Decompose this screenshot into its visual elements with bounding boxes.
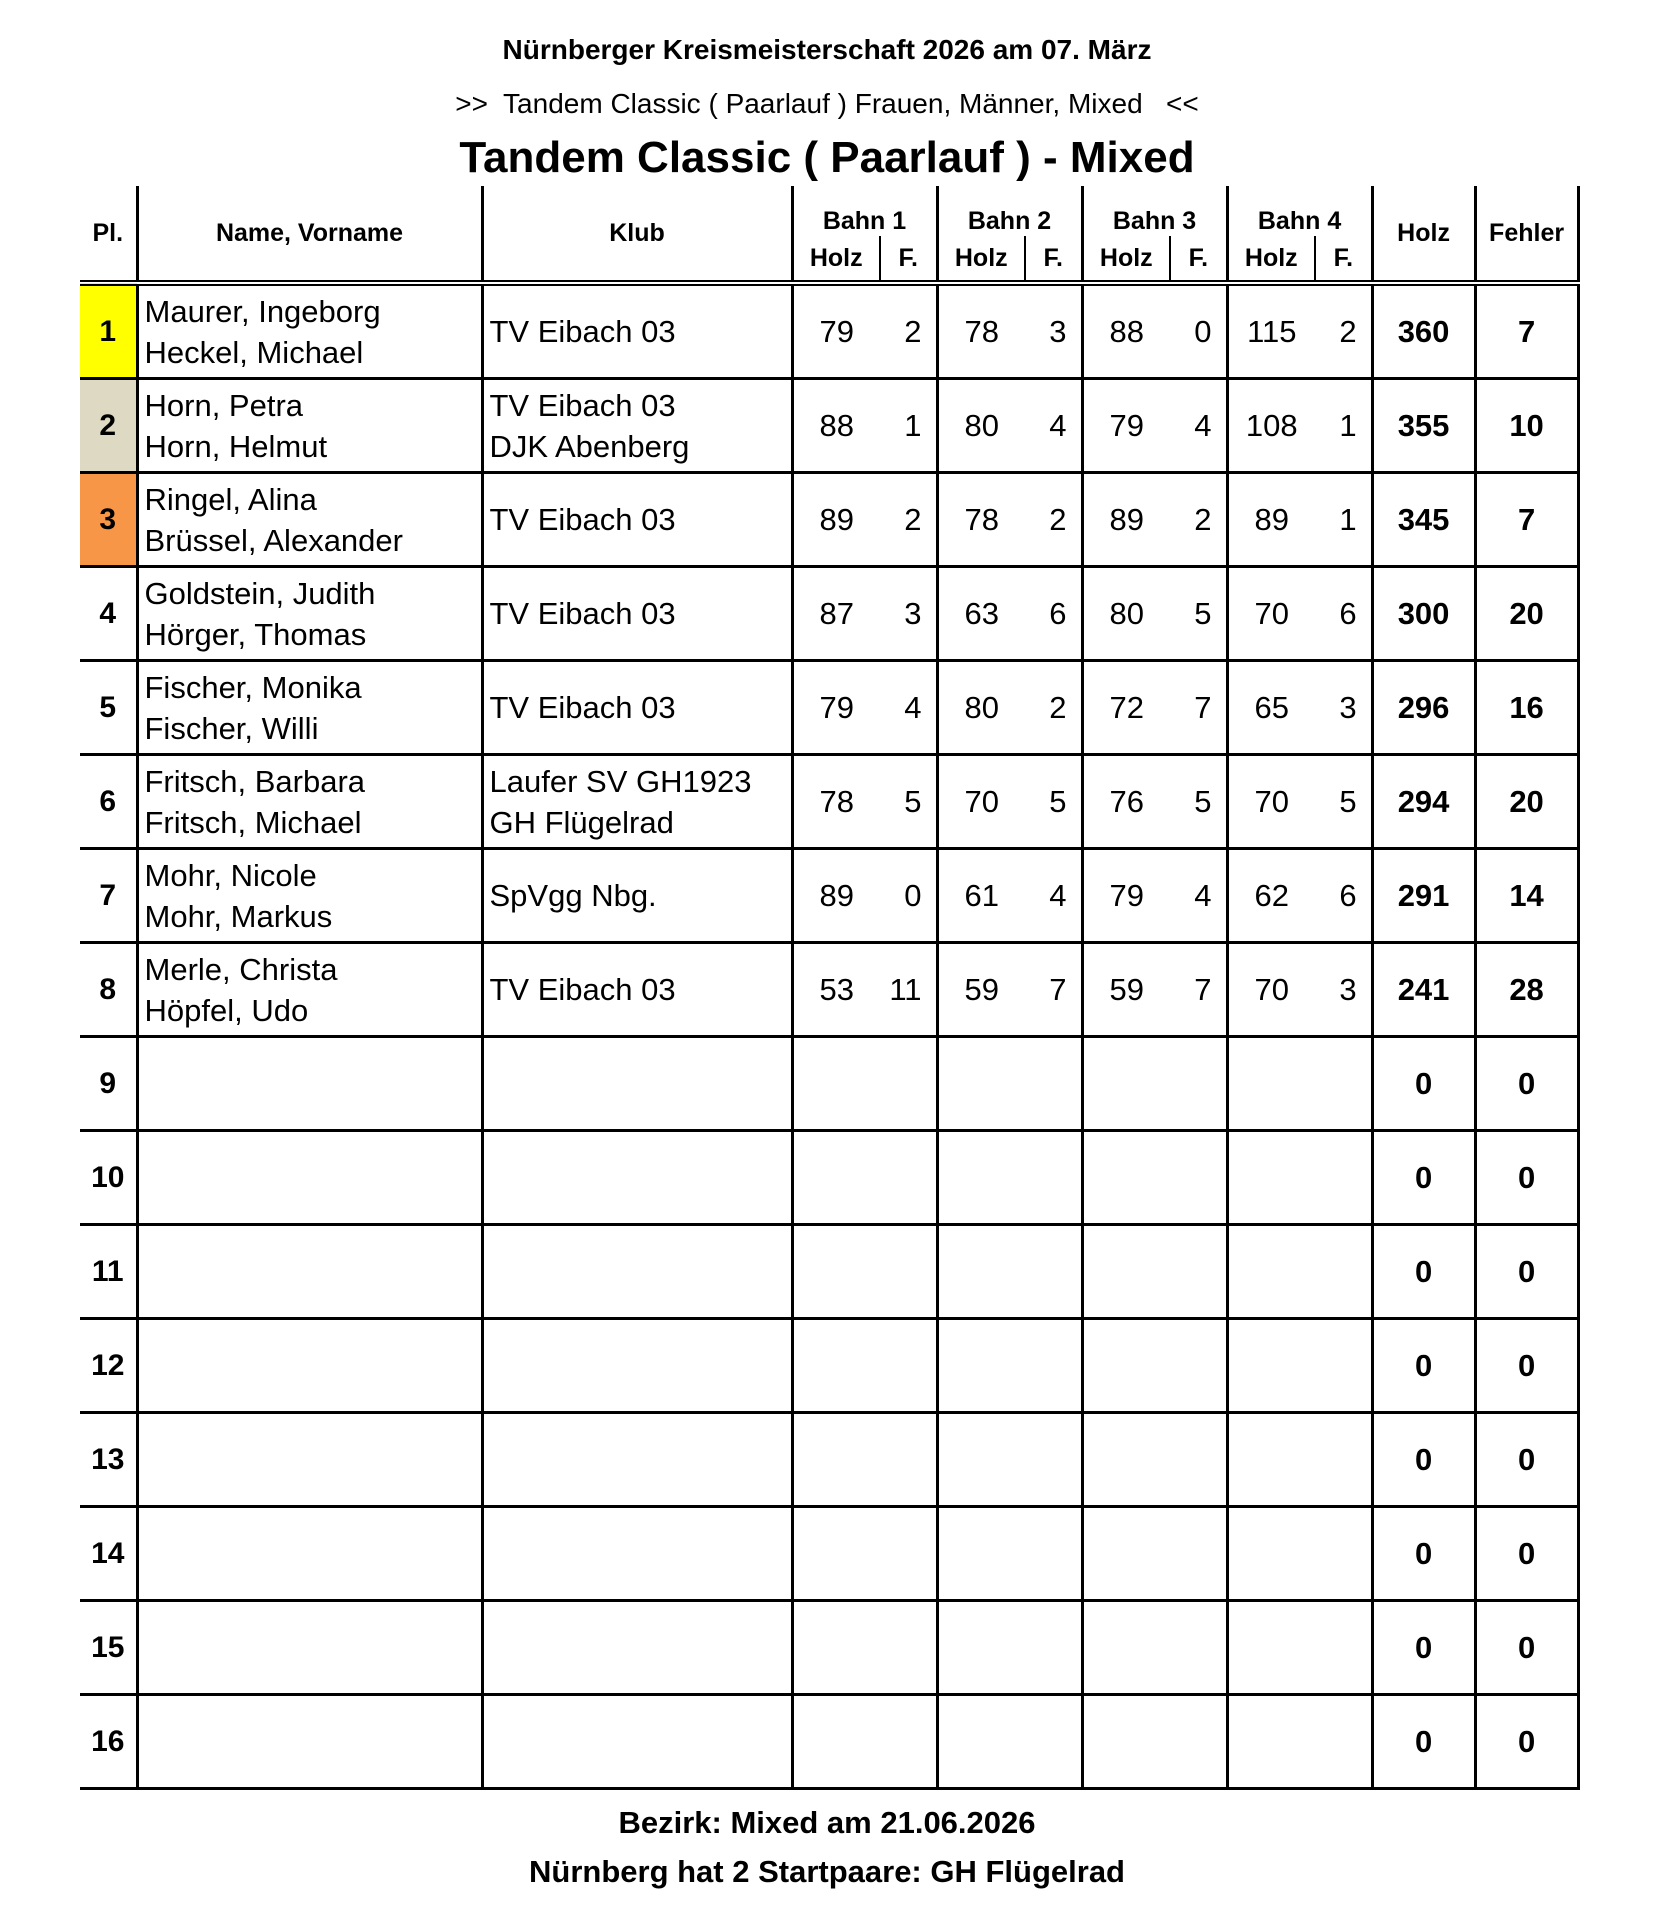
bahn2-holz-cell xyxy=(937,1131,1025,1225)
bahn4-holz-cell xyxy=(1227,1507,1315,1601)
bahn3-holz-cell: 79 xyxy=(1082,849,1170,943)
name-cell: Mohr, Nicole Mohr, Markus xyxy=(137,849,482,943)
bahn2-holz-cell: 78 xyxy=(937,283,1025,379)
bahn1-holz-cell: 89 xyxy=(792,849,880,943)
bahn1-holz-cell xyxy=(792,1695,880,1789)
page-title: Tandem Classic ( Paarlauf ) - Mixed xyxy=(459,133,1195,182)
total-holz-cell: 291 xyxy=(1372,849,1475,943)
bahn3-holz-cell xyxy=(1082,1507,1170,1601)
name-cell: Ringel, Alina Brüssel, Alexander xyxy=(137,473,482,567)
bahn2-f-cell xyxy=(1025,1131,1082,1225)
bahn1-f-cell xyxy=(880,1413,937,1507)
total-holz-cell: 241 xyxy=(1372,943,1475,1037)
total-holz-cell: 0 xyxy=(1372,1225,1475,1319)
bahn4-f-cell: 1 xyxy=(1315,379,1372,473)
bahn1-holz-cell xyxy=(792,1413,880,1507)
bahn2-holz-cell: 78 xyxy=(937,473,1025,567)
name-cell xyxy=(137,1037,482,1131)
placement-cell: 1 xyxy=(80,283,137,379)
bahn4-f-cell xyxy=(1315,1413,1372,1507)
placement-cell: 8 xyxy=(80,943,137,1037)
total-fehler-cell: 0 xyxy=(1475,1601,1578,1695)
bahn3-f-cell xyxy=(1170,1507,1227,1601)
footer-note-district: Bezirk: Mixed am 21.06.2026 xyxy=(618,1805,1036,1840)
club-cell: TV Eibach 03 xyxy=(482,943,792,1037)
table-row xyxy=(80,661,1578,755)
bahn3-f-cell: 7 xyxy=(1170,943,1227,1037)
table-row xyxy=(80,755,1578,849)
bahn1-f-cell: 11 xyxy=(880,943,937,1037)
bahn3-f-cell: 5 xyxy=(1170,755,1227,849)
bahn1-f-cell xyxy=(880,1037,937,1131)
placement-cell: 7 xyxy=(80,849,137,943)
bahn1-f-cell: 2 xyxy=(880,473,937,567)
bahn4-f-cell xyxy=(1315,1319,1372,1413)
club-cell: TV Eibach 03 xyxy=(482,567,792,661)
bahn4-f-cell: 5 xyxy=(1315,755,1372,849)
bahn4-holz-cell: 70 xyxy=(1227,943,1315,1037)
bahn3-f-cell: 4 xyxy=(1170,379,1227,473)
table-row xyxy=(80,473,1578,567)
name-cell: Goldstein, Judith Hörger, Thomas xyxy=(137,567,482,661)
total-fehler-cell: 7 xyxy=(1475,283,1578,379)
header-bahn1: Bahn 1 xyxy=(792,186,937,236)
bahn2-f-cell xyxy=(1025,1507,1082,1601)
table-row xyxy=(80,1695,1578,1789)
bahn3-holz-cell: 89 xyxy=(1082,473,1170,567)
bahn4-f-cell xyxy=(1315,1037,1372,1131)
placement-cell: 14 xyxy=(80,1507,137,1601)
results-table xyxy=(80,186,1580,1790)
bahn4-f-cell: 6 xyxy=(1315,567,1372,661)
placement-cell: 15 xyxy=(80,1601,137,1695)
bahn2-f-cell xyxy=(1025,1601,1082,1695)
bahn2-holz-cell xyxy=(937,1413,1025,1507)
bahn4-holz-cell xyxy=(1227,1601,1315,1695)
club-cell xyxy=(482,1507,792,1601)
bahn2-f-cell: 4 xyxy=(1025,849,1082,943)
bahn3-f-cell xyxy=(1170,1413,1227,1507)
bahn2-f-cell: 5 xyxy=(1025,755,1082,849)
footer-note-starters: Nürnberg hat 2 Startpaare: GH Flügelrad xyxy=(529,1854,1125,1889)
bahn1-f-cell: 2 xyxy=(880,283,937,379)
bahn4-f-cell xyxy=(1315,1507,1372,1601)
bahn4-holz-cell: 62 xyxy=(1227,849,1315,943)
total-fehler-cell: 0 xyxy=(1475,1413,1578,1507)
placement-cell: 4 xyxy=(80,567,137,661)
bahn1-f-cell: 0 xyxy=(880,849,937,943)
total-holz-cell: 296 xyxy=(1372,661,1475,755)
bahn2-f-cell xyxy=(1025,1413,1082,1507)
bahn4-f-cell xyxy=(1315,1225,1372,1319)
bahn4-holz-cell: 115 xyxy=(1227,283,1315,379)
total-fehler-cell: 10 xyxy=(1475,379,1578,473)
header-bahn3-holz: Holz xyxy=(1082,236,1170,283)
total-fehler-cell: 0 xyxy=(1475,1695,1578,1789)
bahn3-f-cell: 2 xyxy=(1170,473,1227,567)
bahn3-f-cell xyxy=(1170,1319,1227,1413)
bahn2-holz-cell: 70 xyxy=(937,755,1025,849)
bahn4-f-cell: 3 xyxy=(1315,661,1372,755)
placement-cell: 6 xyxy=(80,755,137,849)
bahn1-holz-cell xyxy=(792,1037,880,1131)
bahn3-f-cell: 5 xyxy=(1170,567,1227,661)
bahn2-f-cell: 4 xyxy=(1025,379,1082,473)
bahn1-holz-cell: 79 xyxy=(792,661,880,755)
name-cell: Fritsch, Barbara Fritsch, Michael xyxy=(137,755,482,849)
header-bahn3-f: F. xyxy=(1170,236,1227,283)
header-bahn4-holz: Holz xyxy=(1227,236,1315,283)
bahn4-holz-cell: 70 xyxy=(1227,567,1315,661)
name-cell xyxy=(137,1413,482,1507)
total-holz-cell: 345 xyxy=(1372,473,1475,567)
bahn4-f-cell: 3 xyxy=(1315,943,1372,1037)
table-row xyxy=(80,1037,1578,1131)
total-holz-cell: 0 xyxy=(1372,1131,1475,1225)
total-fehler-cell: 16 xyxy=(1475,661,1578,755)
table-row xyxy=(80,943,1578,1037)
bahn4-f-cell xyxy=(1315,1131,1372,1225)
table-row xyxy=(80,1601,1578,1695)
placement-cell: 13 xyxy=(80,1413,137,1507)
bahn3-f-cell xyxy=(1170,1131,1227,1225)
header-bahn2-holz: Holz xyxy=(937,236,1025,283)
bahn4-f-cell: 6 xyxy=(1315,849,1372,943)
total-holz-cell: 355 xyxy=(1372,379,1475,473)
bahn2-holz-cell: 59 xyxy=(937,943,1025,1037)
bahn4-holz-cell xyxy=(1227,1319,1315,1413)
club-cell xyxy=(482,1601,792,1695)
total-fehler-cell: 0 xyxy=(1475,1131,1578,1225)
bahn3-holz-cell xyxy=(1082,1695,1170,1789)
name-cell xyxy=(137,1601,482,1695)
bahn3-holz-cell xyxy=(1082,1225,1170,1319)
total-holz-cell: 0 xyxy=(1372,1319,1475,1413)
bahn2-f-cell xyxy=(1025,1319,1082,1413)
bahn4-holz-cell: 108 xyxy=(1227,379,1315,473)
name-cell xyxy=(137,1319,482,1413)
total-holz-cell: 360 xyxy=(1372,283,1475,379)
bahn2-holz-cell: 61 xyxy=(937,849,1025,943)
document-subheading: >> Tandem Classic ( Paarlauf ) Frauen, Männer, Mixed << xyxy=(455,88,1199,119)
bahn2-f-cell: 6 xyxy=(1025,567,1082,661)
bahn3-holz-cell: 72 xyxy=(1082,661,1170,755)
bahn2-f-cell xyxy=(1025,1695,1082,1789)
bahn2-holz-cell: 80 xyxy=(937,661,1025,755)
bahn3-f-cell xyxy=(1170,1037,1227,1131)
bahn4-holz-cell xyxy=(1227,1037,1315,1131)
bahn3-f-cell xyxy=(1170,1695,1227,1789)
header-fehler: Fehler xyxy=(1475,186,1578,283)
bahn1-holz-cell: 87 xyxy=(792,567,880,661)
total-fehler-cell: 28 xyxy=(1475,943,1578,1037)
placement-cell: 11 xyxy=(80,1225,137,1319)
total-holz-cell: 0 xyxy=(1372,1695,1475,1789)
bahn3-holz-cell xyxy=(1082,1319,1170,1413)
total-fehler-cell: 0 xyxy=(1475,1037,1578,1131)
bahn3-holz-cell xyxy=(1082,1037,1170,1131)
table-row xyxy=(80,1225,1578,1319)
bahn1-holz-cell xyxy=(792,1601,880,1695)
club-cell: TV Eibach 03 xyxy=(482,473,792,567)
bahn1-f-cell xyxy=(880,1131,937,1225)
bahn4-holz-cell xyxy=(1227,1413,1315,1507)
bahn3-f-cell: 0 xyxy=(1170,283,1227,379)
header-club: Klub xyxy=(482,186,792,283)
bahn3-f-cell xyxy=(1170,1601,1227,1695)
club-cell xyxy=(482,1225,792,1319)
club-cell: TV Eibach 03 xyxy=(482,283,792,379)
bahn1-f-cell: 5 xyxy=(880,755,937,849)
placement-cell: 3 xyxy=(80,473,137,567)
bahn1-f-cell xyxy=(880,1319,937,1413)
header-name: Name, Vorname xyxy=(137,186,482,283)
document-heading: Nürnberger Kreismeisterschaft 2026 am 07. März xyxy=(502,34,1152,65)
bahn2-holz-cell xyxy=(937,1319,1025,1413)
name-cell: Maurer, Ingeborg Heckel, Michael xyxy=(137,283,482,379)
total-holz-cell: 294 xyxy=(1372,755,1475,849)
name-cell xyxy=(137,1225,482,1319)
header-bahn1-f: F. xyxy=(880,236,937,283)
bahn1-f-cell xyxy=(880,1695,937,1789)
club-cell xyxy=(482,1319,792,1413)
club-cell: SpVgg Nbg. xyxy=(482,849,792,943)
table-row xyxy=(80,849,1578,943)
header-pl: Pl. xyxy=(80,186,137,283)
placement-cell: 16 xyxy=(80,1695,137,1789)
bahn3-holz-cell: 76 xyxy=(1082,755,1170,849)
club-cell: TV Eibach 03 xyxy=(482,661,792,755)
bahn4-f-cell: 1 xyxy=(1315,473,1372,567)
total-holz-cell: 0 xyxy=(1372,1413,1475,1507)
bahn2-holz-cell xyxy=(937,1225,1025,1319)
bahn2-f-cell xyxy=(1025,1037,1082,1131)
header-bahn2-f: F. xyxy=(1025,236,1082,283)
table-row xyxy=(80,567,1578,661)
bahn3-holz-cell xyxy=(1082,1601,1170,1695)
total-holz-cell: 0 xyxy=(1372,1037,1475,1131)
table-row xyxy=(80,1319,1578,1413)
bahn4-holz-cell: 70 xyxy=(1227,755,1315,849)
bahn3-f-cell: 4 xyxy=(1170,849,1227,943)
bahn2-holz-cell: 80 xyxy=(937,379,1025,473)
header-holz: Holz xyxy=(1372,186,1475,283)
header-bahn2: Bahn 2 xyxy=(937,186,1082,236)
bahn1-holz-cell: 89 xyxy=(792,473,880,567)
bahn2-f-cell xyxy=(1025,1225,1082,1319)
bahn3-holz-cell: 79 xyxy=(1082,379,1170,473)
placement-cell: 9 xyxy=(80,1037,137,1131)
bahn3-f-cell xyxy=(1170,1225,1227,1319)
bahn1-holz-cell: 79 xyxy=(792,283,880,379)
total-holz-cell: 300 xyxy=(1372,567,1475,661)
bahn2-holz-cell: 63 xyxy=(937,567,1025,661)
table-row xyxy=(80,1413,1578,1507)
header-bahn3: Bahn 3 xyxy=(1082,186,1227,236)
placement-cell: 5 xyxy=(80,661,137,755)
total-fehler-cell: 20 xyxy=(1475,567,1578,661)
bahn1-f-cell: 1 xyxy=(880,379,937,473)
bahn3-holz-cell xyxy=(1082,1131,1170,1225)
bahn2-f-cell: 2 xyxy=(1025,661,1082,755)
name-cell xyxy=(137,1695,482,1789)
table-row xyxy=(80,1507,1578,1601)
name-cell xyxy=(137,1131,482,1225)
placement-cell: 2 xyxy=(80,379,137,473)
bahn4-f-cell: 2 xyxy=(1315,283,1372,379)
total-fehler-cell: 0 xyxy=(1475,1225,1578,1319)
club-cell xyxy=(482,1037,792,1131)
table-row xyxy=(80,379,1578,473)
header-bahn1-holz: Holz xyxy=(792,236,880,283)
total-fehler-cell: 0 xyxy=(1475,1507,1578,1601)
name-cell: Merle, Christa Höpfel, Udo xyxy=(137,943,482,1037)
placement-cell: 12 xyxy=(80,1319,137,1413)
bahn1-f-cell xyxy=(880,1225,937,1319)
bahn1-holz-cell xyxy=(792,1319,880,1413)
table-row xyxy=(80,1131,1578,1225)
total-holz-cell: 0 xyxy=(1372,1507,1475,1601)
total-fehler-cell: 20 xyxy=(1475,755,1578,849)
total-holz-cell: 0 xyxy=(1372,1601,1475,1695)
header-bahn4-f: F. xyxy=(1315,236,1372,283)
name-cell: Horn, Petra Horn, Helmut xyxy=(137,379,482,473)
bahn4-holz-cell xyxy=(1227,1225,1315,1319)
bahn1-holz-cell xyxy=(792,1225,880,1319)
bahn2-f-cell: 2 xyxy=(1025,473,1082,567)
total-fehler-cell: 0 xyxy=(1475,1319,1578,1413)
bahn2-holz-cell xyxy=(937,1507,1025,1601)
bahn1-holz-cell xyxy=(792,1131,880,1225)
bahn1-holz-cell: 78 xyxy=(792,755,880,849)
bahn1-holz-cell: 88 xyxy=(792,379,880,473)
club-cell xyxy=(482,1413,792,1507)
bahn1-f-cell xyxy=(880,1601,937,1695)
name-cell: Fischer, Monika Fischer, Willi xyxy=(137,661,482,755)
bahn3-holz-cell: 88 xyxy=(1082,283,1170,379)
bahn1-holz-cell xyxy=(792,1507,880,1601)
total-fehler-cell: 7 xyxy=(1475,473,1578,567)
bahn3-holz-cell: 80 xyxy=(1082,567,1170,661)
bahn3-holz-cell: 59 xyxy=(1082,943,1170,1037)
bahn3-f-cell: 7 xyxy=(1170,661,1227,755)
bahn3-holz-cell xyxy=(1082,1413,1170,1507)
bahn2-f-cell: 7 xyxy=(1025,943,1082,1037)
bahn2-holz-cell xyxy=(937,1037,1025,1131)
bahn2-holz-cell xyxy=(937,1601,1025,1695)
club-cell: Laufer SV GH1923 GH Flügelrad xyxy=(482,755,792,849)
bahn4-f-cell xyxy=(1315,1695,1372,1789)
total-fehler-cell: 14 xyxy=(1475,849,1578,943)
bahn4-holz-cell xyxy=(1227,1131,1315,1225)
bahn4-f-cell xyxy=(1315,1601,1372,1695)
placement-cell: 10 xyxy=(80,1131,137,1225)
club-cell: TV Eibach 03 DJK Abenberg xyxy=(482,379,792,473)
bahn2-f-cell: 3 xyxy=(1025,283,1082,379)
bahn4-holz-cell: 65 xyxy=(1227,661,1315,755)
bahn4-holz-cell: 89 xyxy=(1227,473,1315,567)
bahn4-holz-cell xyxy=(1227,1695,1315,1789)
bahn1-f-cell: 3 xyxy=(880,567,937,661)
bahn1-f-cell xyxy=(880,1507,937,1601)
bahn2-holz-cell xyxy=(937,1695,1025,1789)
bahn1-f-cell: 4 xyxy=(880,661,937,755)
bahn1-holz-cell: 53 xyxy=(792,943,880,1037)
club-cell xyxy=(482,1131,792,1225)
table-row xyxy=(80,283,1578,379)
club-cell xyxy=(482,1695,792,1789)
name-cell xyxy=(137,1507,482,1601)
header-bahn4: Bahn 4 xyxy=(1227,186,1372,236)
